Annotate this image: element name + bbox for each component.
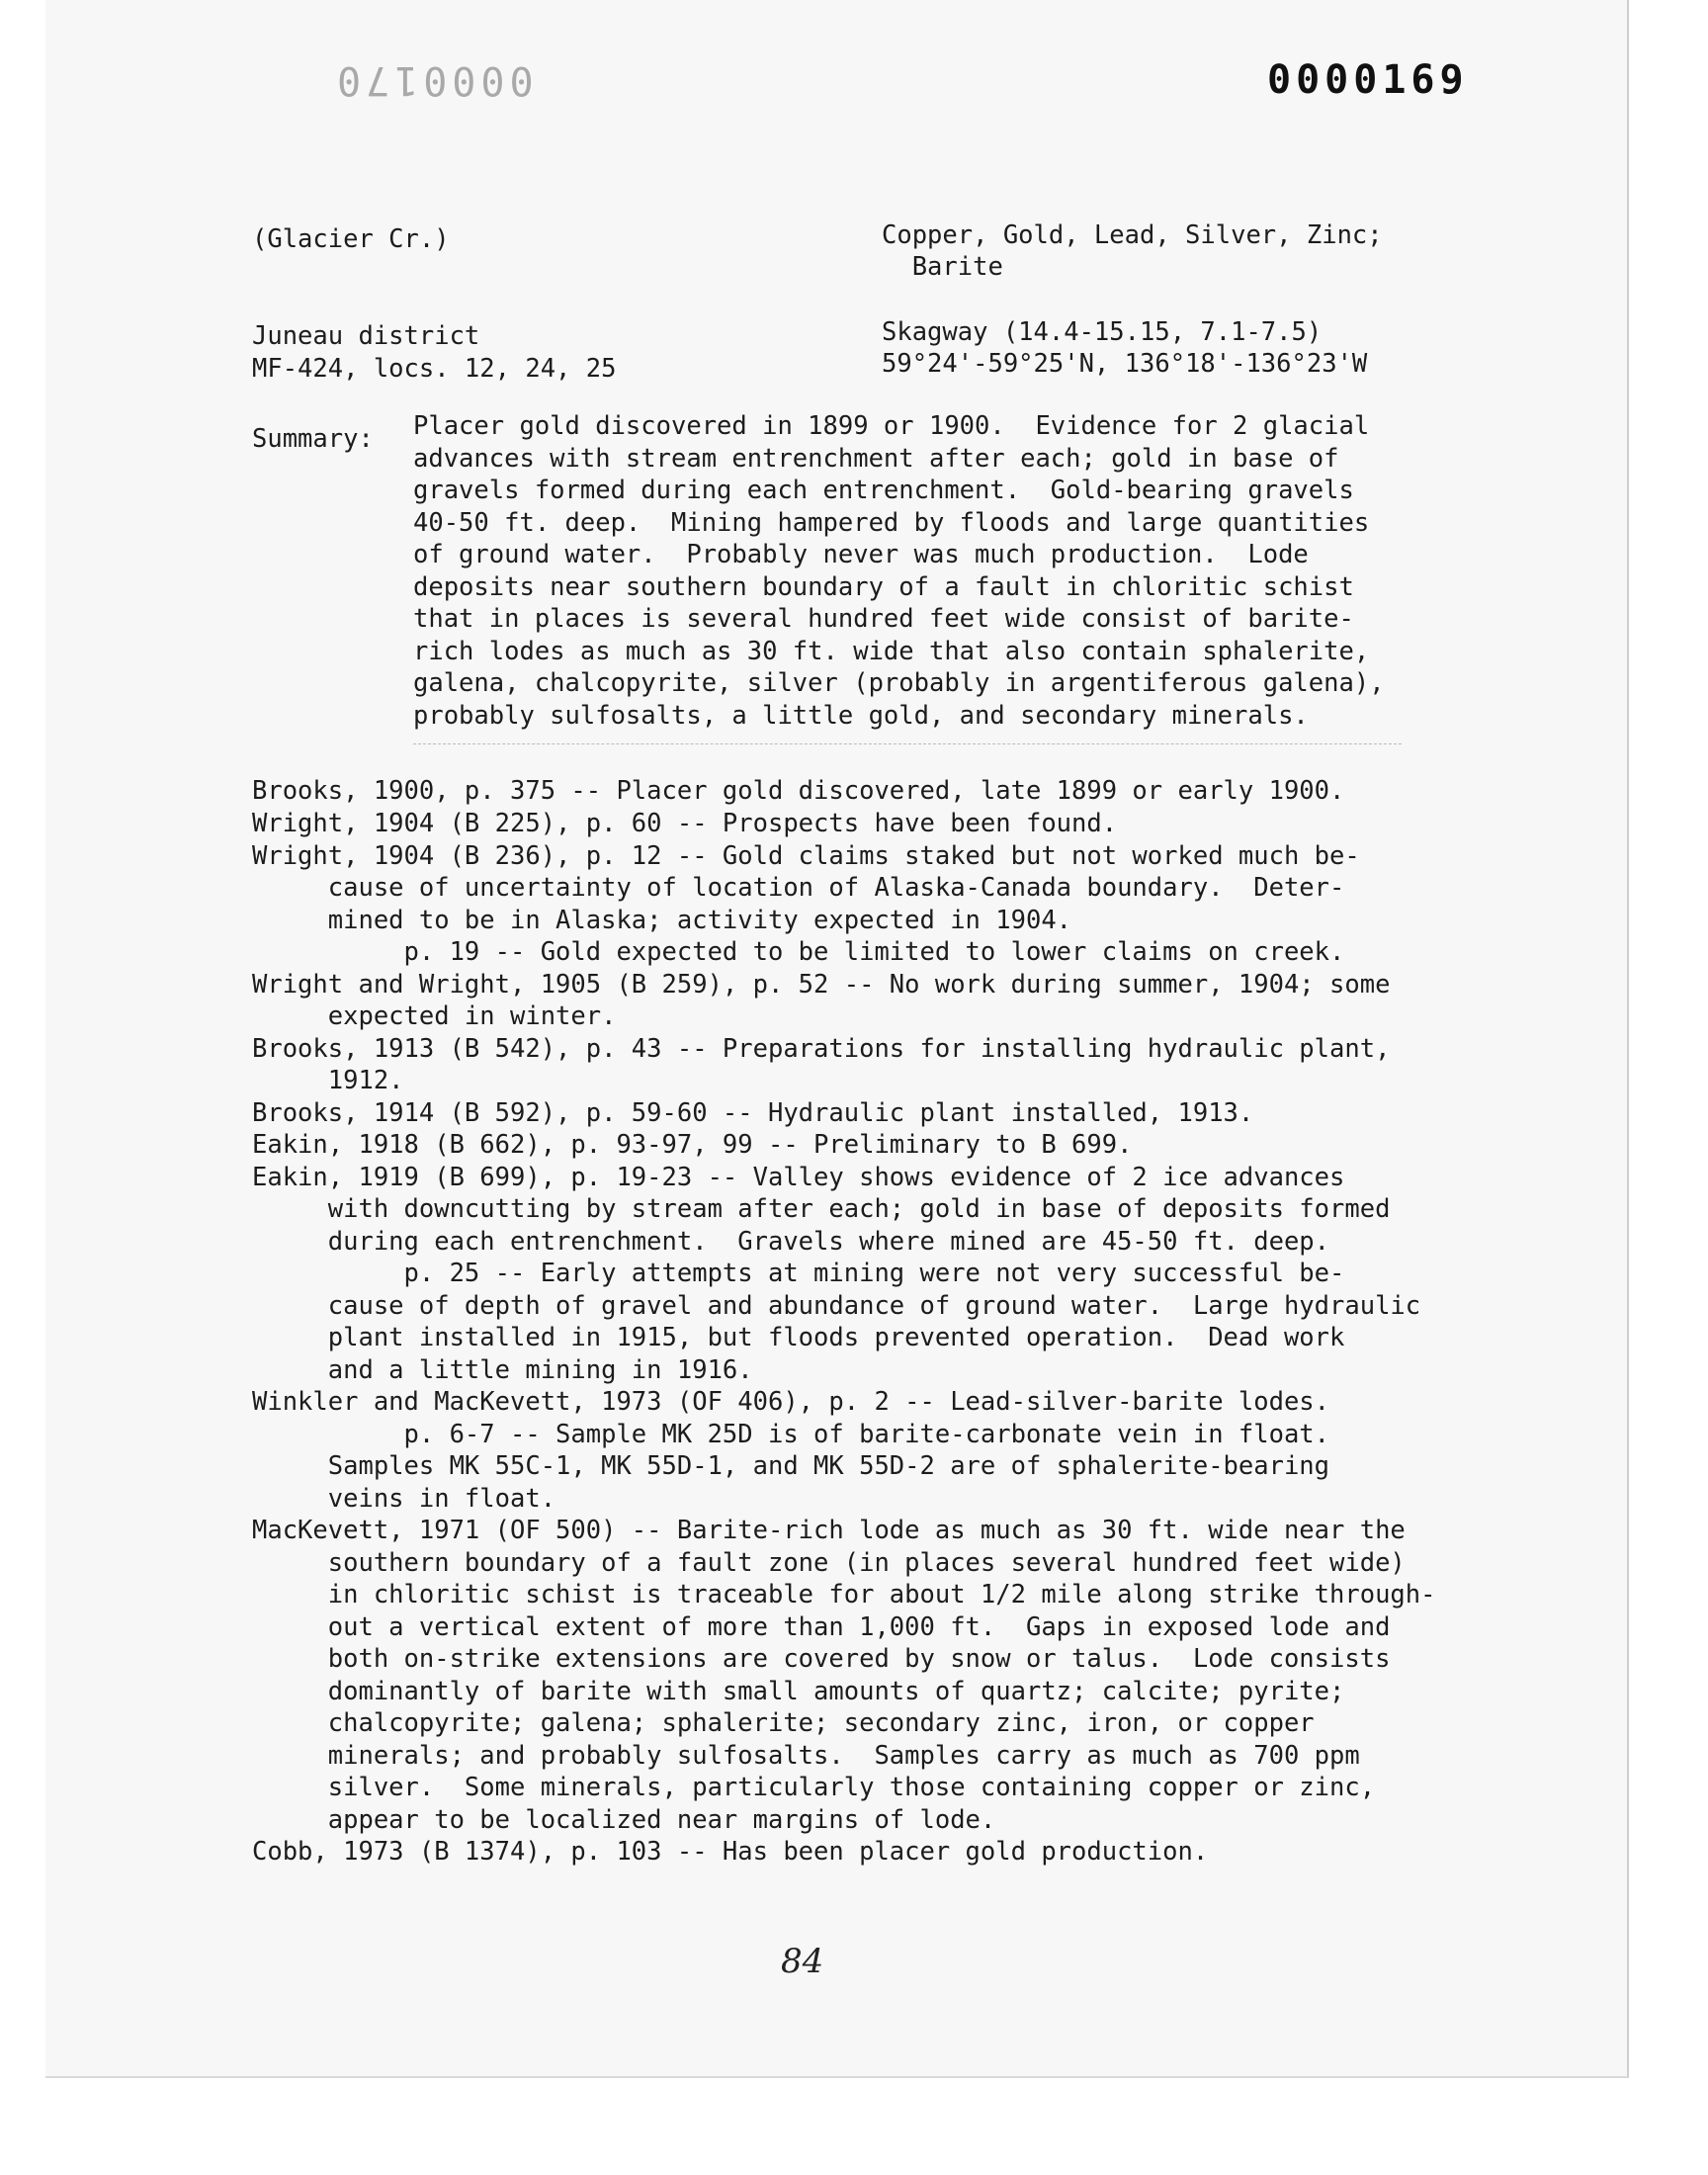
reference-line: cause of uncertainty of location of Alaska-Canada boundary. Deter-: [252, 873, 1345, 903]
reference-line: Eakin, 1919 (B 699), p. 19-23 -- Valley shows evidence of 2 ice advances: [252, 1163, 1345, 1192]
reference-line: p. 25 -- Early attempts at mining were not very successful be-: [252, 1259, 1345, 1288]
reference-line: chalcopyrite; galena; sphalerite; secondary zinc, iron, or copper: [252, 1708, 1315, 1738]
summary-line: rich lodes as much as 30 ft. wide that also contain sphalerite,: [413, 637, 1370, 666]
reference-line: out a vertical extent of more than 1,000 ft. Gaps in exposed lode and: [252, 1612, 1391, 1642]
district: Juneau district: [252, 321, 480, 351]
reference-line: appear to be localized near margins of lode.: [252, 1805, 996, 1835]
reference-line: plant installed in 1915, but floods prevented operation. Dead work: [252, 1323, 1345, 1352]
summary-line: of ground water. Probably never was much production. Lode: [413, 540, 1309, 569]
reference-line: Winkler and MacKevett, 1973 (OF 406), p. 2 -- Lead-silver-barite lodes.: [252, 1387, 1330, 1417]
summary-line: deposits near southern boundary of a fault in chloritic schist: [413, 572, 1354, 602]
reference-line: minerals; and probably sulfosalts. Samples carry as much as 700 ppm: [252, 1741, 1360, 1771]
reference-line: MacKevett, 1971 (OF 500) -- Barite-rich lode as much as 30 ft. wide near the: [252, 1516, 1406, 1545]
quadrangle: Skagway (14.4-15.15, 7.1-7.5): [882, 317, 1323, 347]
reference-line: Brooks, 1914 (B 592), p. 59-60 -- Hydraulic plant installed, 1913.: [252, 1098, 1254, 1128]
reference-line: both on-strike extensions are covered by snow or talus. Lode consists: [252, 1644, 1391, 1674]
locality-name: (Glacier Cr.): [252, 224, 450, 254]
stamp-number: 0000169: [1267, 57, 1469, 103]
handwritten-page-number: 84: [781, 1942, 824, 1981]
reference-line: silver. Some minerals, particularly those containing copper or zinc,: [252, 1773, 1376, 1802]
reference-line: Brooks, 1913 (B 542), p. 43 -- Preparations for installing hydraulic plant,: [252, 1034, 1391, 1064]
reference-line: mined to be in Alaska; activity expected in 1904.: [252, 906, 1072, 935]
summary-line: 40-50 ft. deep. Mining hampered by floods and large quantities: [413, 508, 1370, 538]
reference-line: Samples MK 55C-1, MK 55D-1, and MK 55D-2 are of sphalerite-bearing: [252, 1451, 1330, 1481]
reference-line: in chloritic schist is traceable for about 1/2 mile along strike through-: [252, 1580, 1436, 1610]
reference-line: p. 6-7 -- Sample MK 25D is of barite-carbonate vein in float.: [252, 1420, 1330, 1449]
reference-line: Brooks, 1900, p. 375 -- Placer gold discovered, late 1899 or early 1900.: [252, 776, 1345, 806]
reference-line: with downcutting by stream after each; gold in base of deposits formed: [252, 1194, 1391, 1224]
map-reference: MF-424, locs. 12, 24, 25: [252, 354, 617, 384]
summary-divider: [413, 743, 1402, 744]
reference-line: Wright, 1904 (B 225), p. 60 -- Prospects have been found.: [252, 809, 1118, 838]
reference-line: southern boundary of a fault zone (in places several hundred feet wide): [252, 1548, 1406, 1578]
reference-line: cause of depth of gravel and abundance of ground water. Large hydraulic: [252, 1291, 1421, 1321]
reference-line: Wright and Wright, 1905 (B 259), p. 52 -- No work during summer, 1904; some: [252, 970, 1391, 1000]
reference-line: Eakin, 1918 (B 662), p. 93-97, 99 -- Preliminary to B 699.: [252, 1130, 1133, 1160]
summary-line: gravels formed during each entrenchment. Gold-bearing gravels: [413, 476, 1354, 505]
reference-line: veins in float.: [252, 1484, 556, 1514]
summary-label: Summary:: [252, 424, 374, 454]
reference-line: 1912.: [252, 1066, 404, 1095]
reference-line: Cobb, 1973 (B 1374), p. 103 -- Has been placer gold production.: [252, 1837, 1209, 1867]
summary-line: probably sulfosalts, a little gold, and secondary minerals.: [413, 701, 1309, 731]
summary-line: galena, chalcopyrite, silver (probably in argentiferous galena),: [413, 668, 1385, 698]
reference-line: Wright, 1904 (B 236), p. 12 -- Gold claims staked but not worked much be-: [252, 841, 1360, 871]
reference-line: p. 19 -- Gold expected to be limited to lower claims on creek.: [252, 937, 1345, 967]
commodities-line-2: Barite: [882, 252, 1003, 282]
commodities-line-1: Copper, Gold, Lead, Silver, Zinc;: [882, 220, 1383, 250]
reference-line: and a little mining in 1916.: [252, 1355, 753, 1385]
summary-line: Placer gold discovered in 1899 or 1900. Evidence for 2 glacial: [413, 411, 1370, 441]
summary-line: advances with stream entrenchment after each; gold in base of: [413, 444, 1339, 474]
summary-line: that in places is several hundred feet wide consist of barite-: [413, 604, 1354, 634]
faded-stamp-number: 0000170: [332, 57, 534, 103]
reference-line: during each entrenchment. Gravels where mined are 45-50 ft. deep.: [252, 1227, 1330, 1257]
reference-line: dominantly of barite with small amounts of quartz; calcite; pyrite;: [252, 1677, 1345, 1706]
reference-line: expected in winter.: [252, 1001, 617, 1031]
coordinates: 59°24'-59°25'N, 136°18'-136°23'W: [882, 349, 1368, 379]
